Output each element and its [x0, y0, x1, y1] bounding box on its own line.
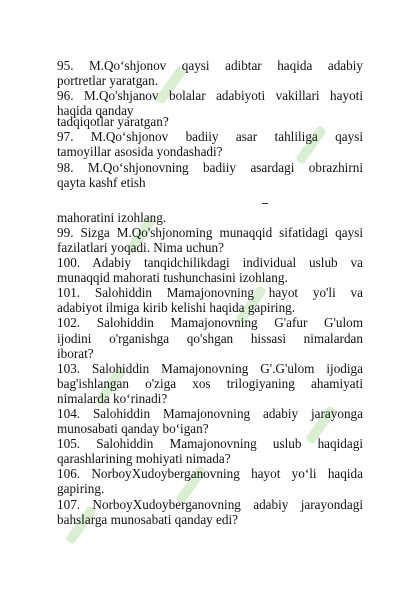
question-96-line-1: 96. M.Qo'shjanov bolalar adabiyoti vakillari hayoti [57, 88, 363, 104]
question-97-line-1: 97. M.Qo‘shjonov badiiy asar tahliliga qaysi [57, 129, 363, 145]
question-100-line-2: munaqqid mahorati tushunchasini izohlang. [57, 270, 288, 286]
question-96-line-3: tadqiqotlar yaratgan? [57, 114, 169, 130]
question-101-line-2: adabiyot ilmiga kirib kelishi haqida gapiring. [57, 300, 296, 316]
question-95-line-1: 95. M.Qo‘shjonov qaysi adibtar haqida adabiy [57, 58, 363, 73]
stray-dash-mark [262, 203, 268, 204]
question-107-line-2: bahslarga munosabati qanday edi? [57, 511, 239, 527]
spacer [57, 190, 363, 210]
question-102-line-2: ijodini o'rganishga qo'shgan hissasi nimalardan [57, 330, 363, 346]
question-list [57, 58, 363, 527]
question-98-line-1: 98. M.Qo‘shjonovning badiiy asardagi obrazhirni [57, 159, 363, 175]
question-104-line-1: 104. Salohiddin Mamajonovning adabiy jarayonga [57, 405, 363, 421]
question-103-line-2: bag'ishlangan o'ziga xos trilogiyaning ahamiyati [57, 375, 363, 391]
question-96-line-2: haqida qanday [57, 103, 134, 119]
question-98-line-2: qayta kashf etish [57, 174, 146, 190]
question-99-line-1: 99. Sizga M.Qo'shjonoming munaqqid sifatidagi qaysi [57, 224, 363, 240]
question-95-line-2: portretlar yaratgan. [57, 73, 159, 89]
question-103-line-3: nimalarda ko‘rinadi? [57, 390, 168, 406]
question-106-line-1: 106. NorboyXudoyberganovning hayot yo‘li haqida [57, 466, 363, 482]
question-99-line-2: fazilatlari yoqadi. Nima uchun? [57, 239, 224, 255]
question-106-line-2: gapiring. [57, 481, 105, 497]
question-97-line-2: tamoyillar asosida yondashadi? [57, 144, 223, 160]
question-105-line-1: 105. Salohiddin Mamajonovning uslub haqidagi [57, 436, 363, 452]
question-104-line-2: munosabati qanday bo‘igan? [57, 421, 209, 437]
question-98-line-3: mahoratini izohlang. [57, 209, 167, 225]
question-102-line-3: iborat? [57, 345, 94, 361]
question-103-line-1: 103. Salohiddin Mamajonovning G'.G'ulom ijodiga [57, 360, 363, 376]
question-101-line-1: 101. Salohiddin Mamajonovning hayot yo'li va [57, 285, 363, 301]
question-107-line-1: 107. NorboyXudoyberganovning adabiy jarayondagi [57, 496, 363, 512]
question-102-line-1: 102. Salohiddin Mamajonovning G'afur G'ulom [57, 315, 363, 331]
question-105-line-2: qarashlarining mohiyati nimada? [57, 451, 231, 467]
question-100-line-1: 100. Adabiy tanqidchilikdagi individual uslub va [57, 255, 363, 271]
